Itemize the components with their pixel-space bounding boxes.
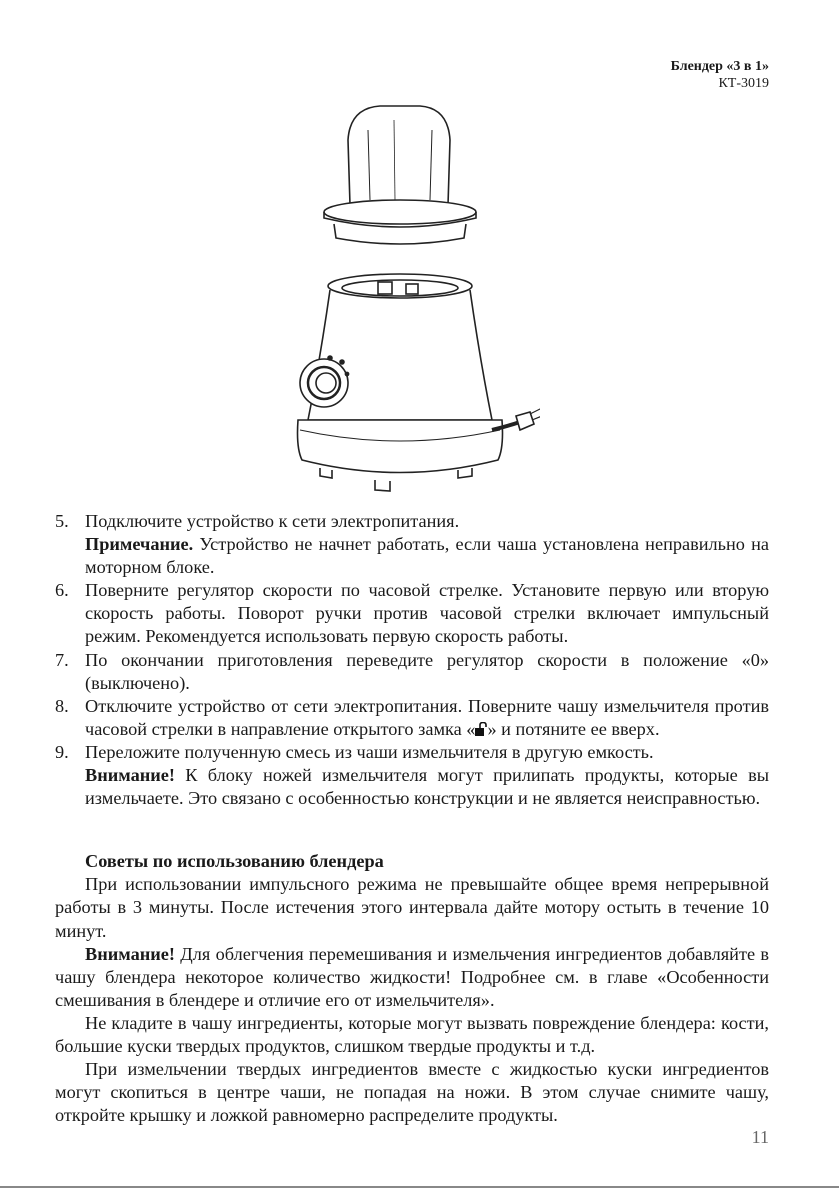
tips-heading: Советы по использованию блендера [85,851,384,872]
note-label: Внимание! [85,765,175,786]
warning-text: Для облегчения перемешивания и измельчения ингредиентов добавляйте в чашу блендера некоторое количество жидкости! Подробнее см. в главе «Особенности смешивания в блендере и отличие его от измельчителя». [55,943,769,1010]
tips-paragraph-3: Не кладите в чашу ингредиенты, которые могут вызвать повреждение блендера: кости, большие куски твердых продуктов, слишком твердые продукты и т.д. [55,1012,769,1056]
step-8 [55,695,769,741]
page-number: 11 [751,1127,769,1147]
step-text-after: » и потяните ее вверх. [487,718,660,739]
step-number: 8. [55,695,69,716]
step-text-before: Отключите устройство от сети электропитания. Поверните чашу измельчителя против часовой стрелки в направление открытого замка « [85,695,769,739]
step-number: 7. [55,649,69,670]
step-6 [55,579,769,648]
open-lock-icon [475,722,487,736]
step-note [85,764,769,810]
note-text: Устройство не начнет работать, если чаша установлена неправильно на моторном блоке. [85,534,769,578]
note-label: Примечание. [85,534,194,555]
note-text: К блоку ножей измельчителя могут прилипать продукты, которые вы измельчаете. Это связано с особенностью конструкции и не является неисправностью. [85,765,769,809]
tips-paragraph-4: При измельчении твердых ингредиентов вместе с жидкостью куски ингредиентов могут скопиться в центре чаши, не попадая на ножи. В этом случае снимите чашу, откройте крышку и ложкой равномерно распределите продукты. [55,1059,769,1126]
product-model: КТ-3019 [718,76,769,91]
step-text: По окончании приготовления переведите регулятор скорости в положение «0» (выключено). [85,649,769,693]
step-7 [55,649,769,695]
tips-paragraph-1: При использовании импульсного режима не превышайте общее время непрерывной работы в 3 минуты. После истечения этого интервала дайте мотору остыть в течение 10 минут. [55,874,769,941]
step-number: 5. [55,511,69,531]
product-title: Блендер «3 в 1» [670,59,769,74]
step-text: Поверните регулятор скорости по часовой стрелке. Установите первую или вторую скорость работы. Поворот ручки против часовой стрелки включает импульсный режим. Рекомендуется использовать первую скорость работы. [85,580,769,647]
warning-label: Внимание! [85,943,175,964]
blender-drawing-icon [280,100,540,500]
step-text: Переложите полученную смесь из чаши измельчителя в другую емкость. [85,741,654,762]
step-text: Подключите устройство к сети электропитания. [85,511,460,531]
step-number: 6. [55,580,69,601]
tips-paragraph-2 [55,943,769,1012]
step-5 [55,510,769,579]
instructions-body [55,510,769,1127]
step-note [85,533,769,579]
page-header [671,58,769,92]
step-number: 9. [55,741,69,762]
step-text [85,695,769,741]
bottom-divider [0,1186,839,1188]
step-9 [55,741,769,810]
